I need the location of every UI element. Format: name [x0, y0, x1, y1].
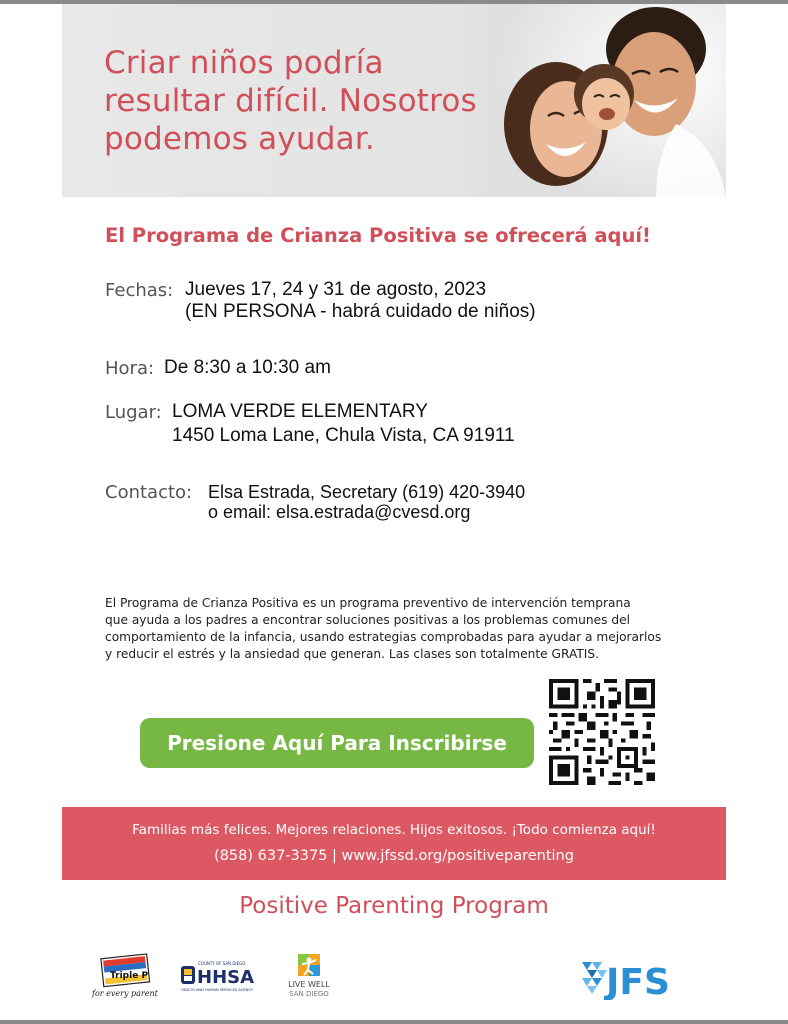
register-button[interactable]: Presione Aquí Para Inscribirse [140, 718, 534, 768]
band-contact[interactable]: (858) 637-3375 | www.jfssd.org/positiveparenting [214, 848, 574, 864]
program-name: Positive Parenting Program [239, 893, 549, 919]
description-line: comportamiento de la infancia, usando estrategias comprobadas para ayudar a mejorarlos [105, 630, 662, 644]
svg-text:Triple P: Triple P [110, 971, 149, 981]
hhsa-logo [180, 960, 264, 994]
program-subheading: El Programa de Crianza Positiva se ofrecerá aquí! [105, 224, 651, 247]
footer-band [62, 807, 726, 880]
live-well-logo [280, 952, 346, 1000]
hero-title-line: Criar niños podría [104, 45, 384, 81]
fechas-row [105, 280, 173, 301]
svg-text:COUNTY OF SAN DIEGO: COUNTY OF SAN DIEGO [198, 961, 246, 966]
description-line: y reducir el estrés y la ansiedad que generan. Las clases son totalmente GRATIS. [105, 647, 599, 661]
program-description [105, 595, 665, 663]
svg-text:for every parent: for every parent [92, 989, 158, 998]
lugar-label: Lugar: [105, 402, 162, 423]
jfs-icon [578, 956, 700, 1000]
lugar-value-line1: LOMA VERDE ELEMENTARY [172, 401, 428, 422]
band-tagline: Familias más felices. Mejores relaciones. Hijos exitosos. ¡Todo comienza aquí! [132, 822, 656, 838]
description-line: que ayuda a los padres a encontrar soluciones positivas a los problemas comunes del [105, 613, 630, 627]
lugar-value-line2: 1450 Loma Lane, Chula Vista, CA 91911 [172, 425, 515, 446]
family-photo [486, 4, 726, 197]
svg-text:SAN DIEGO: SAN DIEGO [289, 990, 329, 998]
triple-p-logo [88, 948, 168, 1000]
hora-label: Hora: [105, 358, 155, 379]
contacto-label: Contacto: [105, 482, 193, 503]
hero-title-line: resultar difícil. Nosotros [104, 83, 477, 119]
fechas-value-line1: Jueves 17, 24 y 31 de agosto, 2023 [185, 279, 487, 300]
qr-code-icon[interactable] [549, 679, 655, 785]
svg-text:JFS: JFS [606, 962, 670, 1000]
svg-text:HHSA: HHSA [197, 967, 255, 988]
bottom-border [0, 1020, 788, 1024]
live-well-icon [280, 952, 346, 1000]
contacto-value-line2: o email: elsa.estrada@cvesd.org [208, 502, 471, 522]
jfs-logo [578, 956, 700, 1000]
hora-row [105, 358, 154, 379]
hhsa-icon [180, 960, 264, 994]
svg-text:HEALTH AND HUMAN SERVICES AGEN: HEALTH AND HUMAN SERVICES AGENCY [181, 988, 254, 992]
contacto-value-line1: Elsa Estrada, Secretary (619) 420-3940 [208, 482, 526, 502]
triple-p-icon [88, 948, 168, 1000]
lugar-row [105, 402, 162, 423]
hero-banner [62, 4, 726, 197]
svg-text:LIVE WELL: LIVE WELL [288, 980, 330, 989]
description-line: El Programa de Crianza Positiva es un programa preventivo de intervención temprana [105, 596, 631, 610]
fechas-label: Fechas: [105, 280, 174, 301]
hero-title [104, 44, 504, 158]
hero-title-line: podemos ayudar. [104, 121, 375, 157]
fechas-value-line2: (EN PERSONA - habrá cuidado de niños) [185, 301, 536, 322]
hora-value: De 8:30 a 10:30 am [164, 357, 331, 378]
contacto-row [105, 482, 192, 503]
